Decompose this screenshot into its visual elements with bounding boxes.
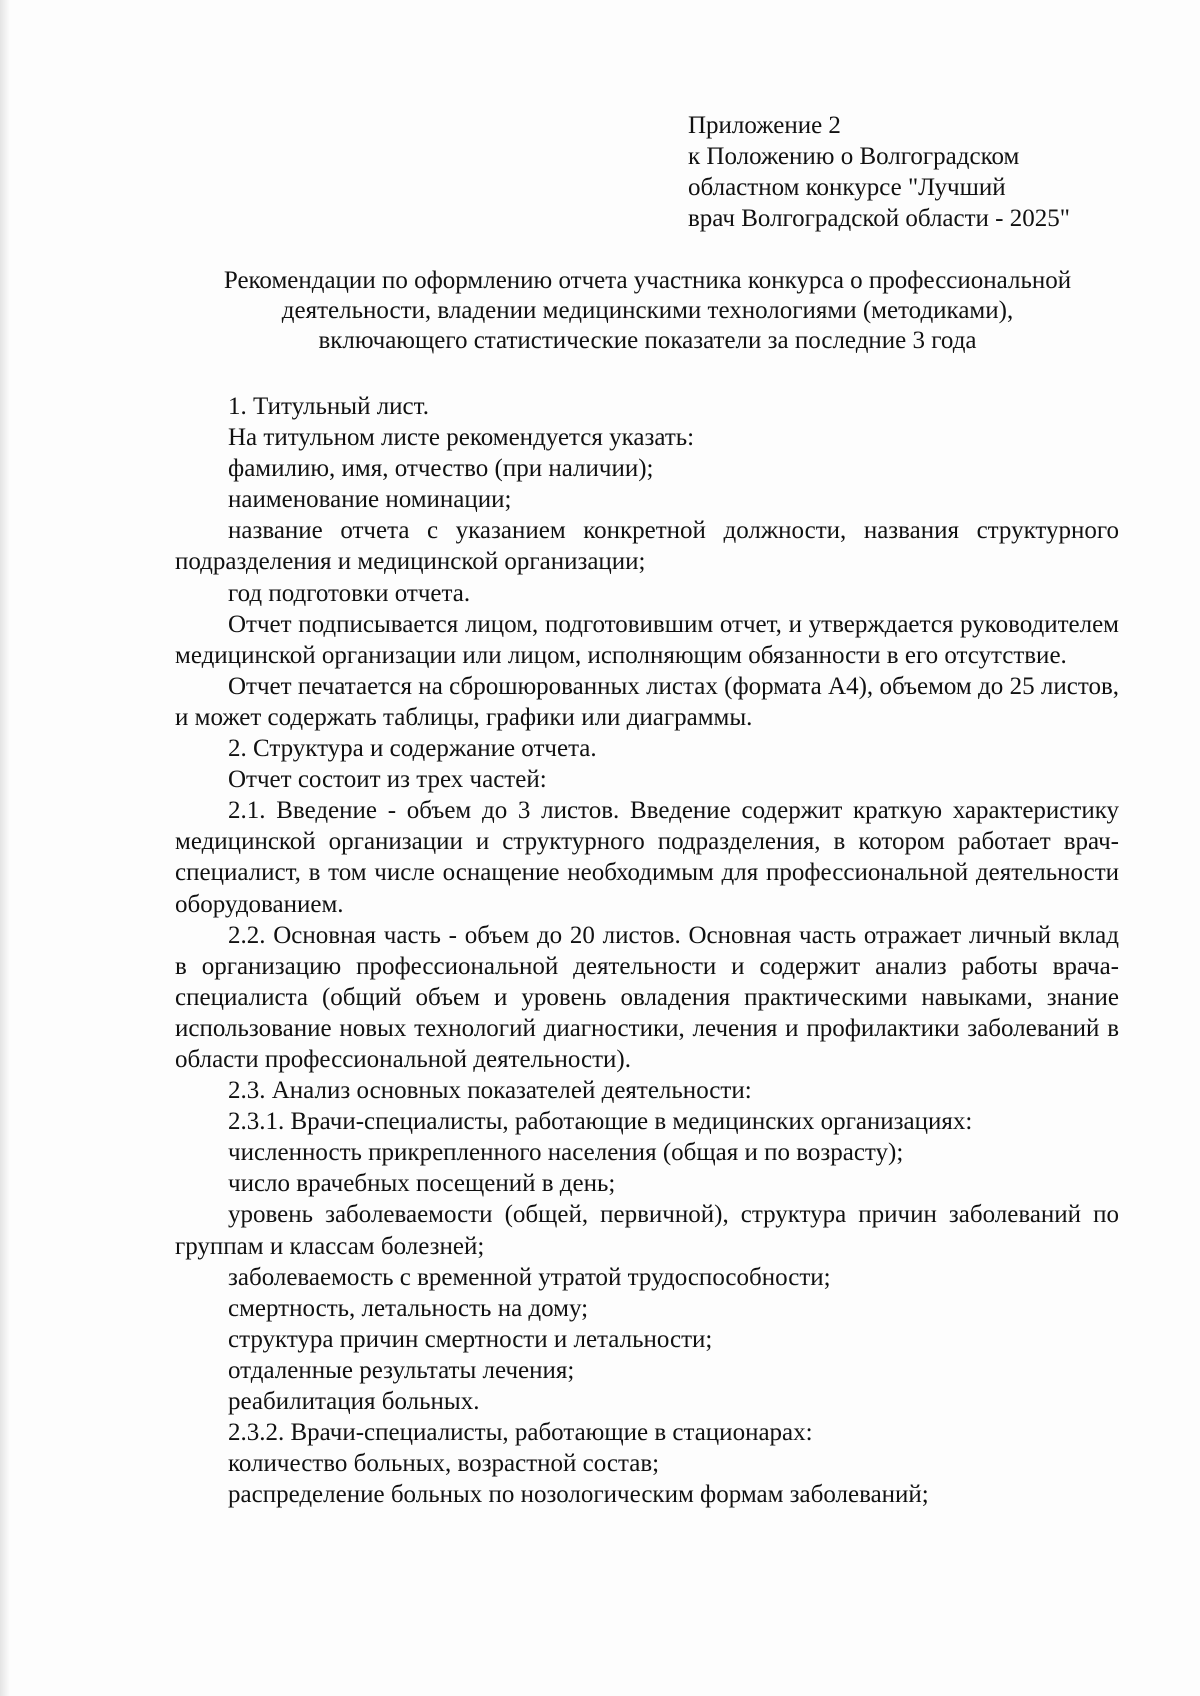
appendix-line: Приложение 2 [688,112,841,139]
paragraph: реабилитация больных. [228,1388,480,1415]
paragraph: 2.2. Основная часть - объем до 20 листов. Основная часть отражает личный вклад в организацию профессиональной деятельности и содержит анализ работы врача-специалиста (общий объем и уровень овладения практическими навыками, знание использование новых технологий диагностики, лечения и профилактики заболеваний в области профессиональной деятельности). [175,921,1119,1073]
paragraph: количество больных, возрастной состав; [228,1450,660,1478]
paragraph: распределение больных по нозологическим формам заболеваний; [228,1481,929,1509]
paragraph: Отчет подписывается лицом, подготовившим отчет, и утверждается руководителем медицинской организации или лицом, исполняющим обязанности в его отсутствие. [175,610,1119,669]
paragraph: смертность, летальность на дому; [228,1294,589,1322]
paragraph: 2. Структура и содержание отчета. [228,735,597,763]
scan-edge-shadow [0,0,10,1696]
paragraph: Отчет состоит из трех частей: [228,766,547,794]
paragraph: 2.1. Введение - объем до 3 листов. Введение содержит краткую характеристику медицинской организации и структурного подразделения, в котором работает врач-специалист, в том числе оснащение необходимым для профессиональной деятельности оборудованием. [175,797,1119,918]
appendix-line: к Положению о Волгоградском [688,143,1020,170]
title-line: Рекомендации по оформлению отчета участника конкурса о профессиональной [223,267,1072,294]
title-line: включающего статистические показатели за последние 3 года [318,327,977,354]
document-title [170,266,1125,356]
paragraph: 1. Титульный лист. [228,393,429,420]
paragraph: название отчета с указанием конкретной должности, названия структурного подразделения и медицинской организации; [175,517,1119,576]
appendix-header [688,110,1070,234]
paragraph: заболеваемость с временной утратой трудоспособности; [228,1263,831,1291]
paragraph: 2.3.2. Врачи-специалисты, работающие в стационарах: [228,1419,813,1447]
paragraph: фамилию, имя, отчество (при наличии); [228,455,654,483]
paragraph: На титульном листе рекомендуется указать: [228,424,695,452]
document-body [175,391,1119,1510]
paragraph: Отчет печатается на сброшюрованных листах (формата А4), объемом до 25 листов, и может содержать таблицы, графики или диаграммы. [175,672,1119,731]
paragraph: число врачебных посещений в день; [228,1170,616,1198]
title-line: деятельности, владении медицинскими технологиями (методиками), [281,297,1014,324]
paragraph: год подготовки отчета. [228,579,471,607]
appendix-line: врач Волгоградской области - 2025" [688,205,1070,232]
paragraph: наименование номинации; [228,486,512,514]
paragraph: 2.3. Анализ основных показателей деятельности: [228,1077,752,1105]
paragraph: 2.3.1. Врачи-специалисты, работающие в медицинских организациях: [228,1108,973,1136]
appendix-line: областном конкурсе "Лучший [688,174,1006,201]
paragraph: структура причин смертности и летальности; [228,1325,713,1353]
paragraph: численность прикрепленного населения (общая и по возрасту); [228,1139,904,1167]
paragraph: отдаленные результаты лечения; [228,1356,575,1384]
paragraph: уровень заболеваемости (общей, первичной), структура причин заболеваний по группам и классам болезней; [175,1201,1119,1260]
